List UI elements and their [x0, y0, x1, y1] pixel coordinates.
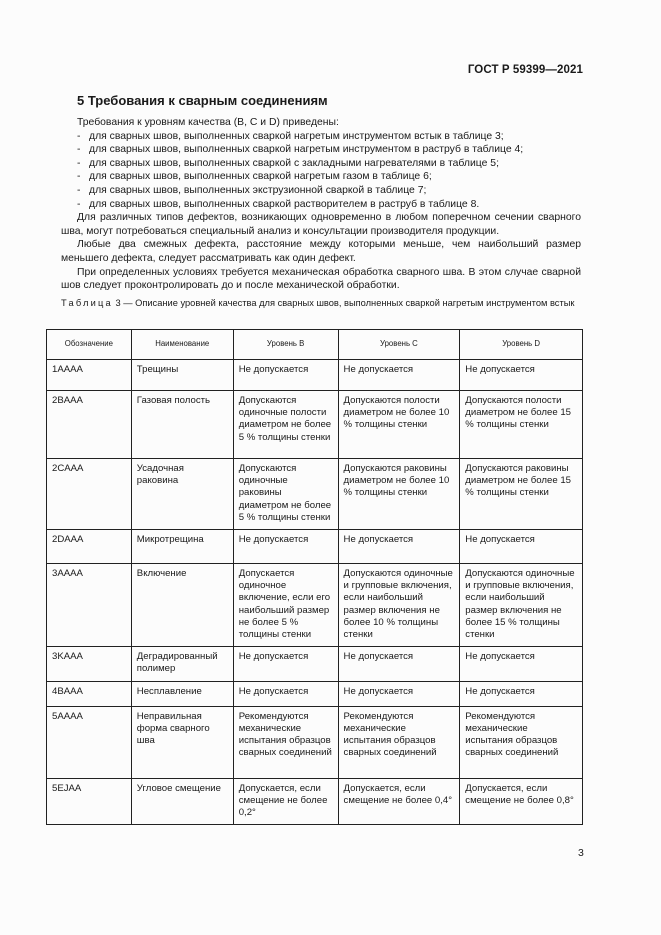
cell-level-c: Не допускается — [338, 530, 460, 564]
table-row — [47, 778, 583, 825]
page-number: 3 — [578, 847, 584, 859]
header-name: Наименование — [131, 330, 233, 360]
cell-level-b: Допускается, если смещение не более 0,2° — [233, 778, 338, 825]
list-item: - для сварных швов, выполненных сваркой нагретым инструментом встык в таблице 3; — [77, 130, 581, 144]
section-title: 5 Требования к сварным соединениям — [77, 93, 328, 108]
table-body — [47, 360, 583, 825]
cell-level-d: Не допускается — [460, 647, 583, 681]
cell-level-d: Не допускается — [460, 681, 583, 706]
cell-level-b: Не допускается — [233, 530, 338, 564]
cell-designation: 5AAAA — [47, 706, 132, 778]
cell-designation: 1AAAA — [47, 360, 132, 391]
paragraph: При определенных условиях требуется механическая обработка сварного шва. В этом случае сварной шов следует проконтролировать до и после механической обработки. — [61, 266, 581, 292]
cell-level-d: Допускаются одиночные и групповые включения, если наибольший размер включения не более 15 % толщины стенки — [460, 564, 583, 647]
list-item: - для сварных швов, выполненных сваркой нагретым газом в таблице 6; — [77, 170, 581, 184]
table-row — [47, 647, 583, 681]
header-level-d: Уровень D — [460, 330, 583, 360]
table-header-row — [47, 330, 583, 360]
quality-levels-table — [46, 329, 583, 825]
cell-level-d: Допускается, если смещение не более 0,8° — [460, 778, 583, 825]
table-row — [47, 459, 583, 530]
cell-level-c: Не допускается — [338, 647, 460, 681]
cell-name: Деградированный полимер — [131, 647, 233, 681]
table-row — [47, 706, 583, 778]
requirements-list — [61, 130, 581, 212]
cell-designation: 3KAAA — [47, 647, 132, 681]
cell-designation: 2DAAA — [47, 530, 132, 564]
cell-level-d: Не допускается — [460, 360, 583, 391]
table-caption-label: Таблица — [61, 298, 113, 308]
header-level-b: Уровень B — [233, 330, 338, 360]
cell-level-c: Не допускается — [338, 360, 460, 391]
paragraph: Для различных типов дефектов, возникающих одновременно в любом поперечном сечении сварного шва, могут потребоваться специальный анализ и консультации производителя продукции. — [61, 212, 581, 237]
cell-level-c: Допускается, если смещение не более 0,4° — [338, 778, 460, 825]
table-row — [47, 360, 583, 391]
cell-level-d: Допускаются полости диаметром не более 15 % толщины стенки — [460, 391, 583, 459]
table-row — [47, 681, 583, 706]
cell-name: Включение — [131, 564, 233, 647]
table-row — [47, 564, 583, 647]
header-level-c: Уровень C — [338, 330, 460, 360]
paragraph: Любые два смежных дефекта, расстояние между которыми меньше, чем наибольший размер меньшего дефекта, следует рассматривать как один дефект. — [61, 239, 581, 264]
cell-name: Трещины — [131, 360, 233, 391]
list-item: - для сварных швов, выполненных экструзионной сваркой в таблице 7; — [77, 184, 581, 198]
intro-paragraph: Требования к уровням качества (B, C и D) приведены: — [77, 117, 339, 128]
cell-level-c: Не допускается — [338, 681, 460, 706]
cell-designation: 4BAAA — [47, 681, 132, 706]
body-text — [61, 116, 581, 293]
cell-level-b: Допускаются одиночные полости диаметром не более 5 % толщины стенки — [233, 391, 338, 459]
cell-level-b: Не допускается — [233, 360, 338, 391]
document-id: ГОСТ Р 59399—2021 — [467, 64, 583, 76]
table-caption — [61, 297, 583, 309]
table-row — [47, 530, 583, 564]
header-designation: Обозначение — [47, 330, 132, 360]
cell-level-b: Допускаются одиночные раковины диаметром не более 5 % толщины стенки — [233, 459, 338, 530]
cell-name: Неправильная форма сварного шва — [131, 706, 233, 778]
cell-level-b: Рекомендуются механические испытания образцов сварных соединений — [233, 706, 338, 778]
cell-level-d: Допускаются раковины диаметром не более 15 % толщины стенки — [460, 459, 583, 530]
cell-level-b: Допускается одиночное включение, если его наибольший размер не более 5 % толщины стенки — [233, 564, 338, 647]
cell-level-c: Допускаются полости диаметром не более 10 % толщины стенки — [338, 391, 460, 459]
list-item: - для сварных швов, выполненных сваркой нагретым инструментом в раструб в таблице 4; — [77, 143, 581, 157]
cell-level-b: Не допускается — [233, 647, 338, 681]
table-caption-text: — Описание уровней качества для сварных швов, выполненных сваркой нагретым инструментом встык — [123, 298, 575, 308]
list-item: - для сварных швов, выполненных сваркой с закладными нагревателями в таблице 5; — [77, 157, 581, 171]
table-row — [47, 391, 583, 459]
cell-name: Усадочная раковина — [131, 459, 233, 530]
cell-level-d: Не допускается — [460, 530, 583, 564]
cell-level-c: Рекомендуются механические испытания образцов сварных соединений — [338, 706, 460, 778]
list-item: - для сварных швов, выполненных сваркой растворителем в раструб в таблице 8. — [77, 198, 581, 212]
cell-designation: 3AAAA — [47, 564, 132, 647]
cell-level-c: Допускаются одиночные и групповые включения, если наибольший размер включения не более 10 % толщины стенки — [338, 564, 460, 647]
cell-designation: 5EJAA — [47, 778, 132, 825]
table-caption-number: 3 — [115, 298, 121, 308]
cell-name: Микротрещина — [131, 530, 233, 564]
cell-name: Угловое смещение — [131, 778, 233, 825]
cell-designation: 2BAAA — [47, 391, 132, 459]
cell-designation: 2CAAA — [47, 459, 132, 530]
cell-name: Газовая полость — [131, 391, 233, 459]
cell-level-b: Не допускается — [233, 681, 338, 706]
cell-name: Несплавление — [131, 681, 233, 706]
cell-level-c: Допускаются раковины диаметром не более 10 % толщины стенки — [338, 459, 460, 530]
cell-level-d: Рекомендуются механические испытания образцов сварных соединений — [460, 706, 583, 778]
